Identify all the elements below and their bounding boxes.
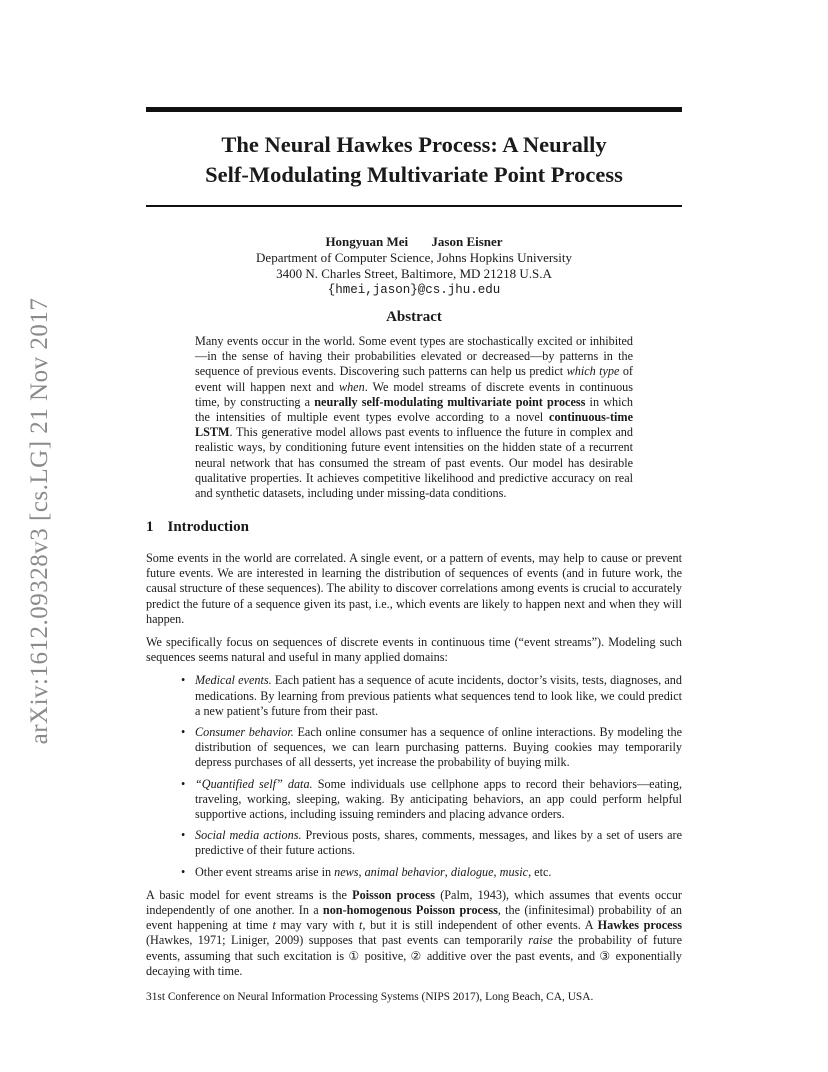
section-heading-introduction [146, 519, 249, 536]
author-email: {hmei,jason}@cs.jhu.edu [327, 283, 501, 297]
intro-paragraph-2: We specifically focus on sequences of discrete events in continuous time (“event streams”). Modeling such sequences seems natural and useful in many applied domains: [146, 635, 682, 665]
abstract-heading: Abstract [386, 309, 442, 325]
abstract-body [195, 334, 633, 501]
author-names [146, 234, 682, 250]
list-item: • Consumer behavior. Each online consumer has a sequence of online interactions. By modeling the distribution of sequences, we can learn purchasing patterns. Buying cookies may temporarily depress purchases of all desserts, yet increase the probability of buying milk. [195, 725, 682, 771]
title-bottom-rule [146, 205, 682, 207]
domain-list [146, 673, 682, 879]
author-name: Jason Eisner [431, 234, 503, 249]
title-line-2: Self-Modulating Multivariate Point Process [205, 162, 623, 187]
conference-footnote: 31st Conference on Neural Information Processing Systems (NIPS 2017), Long Beach, CA, USA. [146, 991, 594, 1003]
arxiv-identifier: arXiv:1612.09328v3 [cs.LG] 21 Nov 2017 [26, 297, 53, 745]
list-item: • “Quantified self” data. Some individuals use cellphone apps to record their behaviors—eating, traveling, working, sleeping, waking. By anticipating behaviors, an app could perform helpful supportive actions, including issuing reminders and placing advance orders. [195, 777, 682, 823]
author-block [146, 234, 682, 298]
paper-title [146, 130, 682, 190]
intro-paragraph-1: Some events in the world are correlated. A single event, or a pattern of events, may help to cause or prevent future events. We are interested in learning the distribution of sequences of events (and in future work, the causal structure of these sequences). The ability to discover correlations among events is crucial to accurately predict the future of a sequence given its past, i.e., which events are likely to happen next and when they will happen. [146, 551, 682, 626]
list-item: • Social media actions. Previous posts, shares, comments, messages, and likes by a set of users are predictive of their future actions. [195, 828, 682, 858]
author-address: 3400 N. Charles Street, Baltimore, MD 21218 U.S.A [276, 266, 552, 281]
title-top-rule [146, 107, 682, 112]
author-department: Department of Computer Science, Johns Hopkins University [256, 250, 572, 265]
list-item: • Other event streams arise in news, animal behavior, dialogue, music, etc. [195, 865, 682, 880]
section-title: Introduction [167, 519, 249, 535]
abstract-paragraph: Many events occur in the world. Some event types are stochastically excited or inhibited—in the sense of having their probabilities elevated or decreased—by patterns in the sequence of previous events. Discovering such patterns can help us predict which type of event will happen next and when. We model streams of discrete events in continuous time, by constructing a neurally self-modulating multivariate point process in which the intensities of multiple event types evolve according to a novel continuous-time LSTM. This generative model allows past events to influence the future in complex and realistic ways, by conditioning future event intensities on the hidden state of a recurrent neural network that has consumed the stream of past events. Our model has desirable qualitative properties. It achieves competitive likelihood and predictive accuracy on real and synthetic datasets, including under missing-data conditions. [195, 334, 634, 501]
author-name: Hongyuan Mei [325, 234, 409, 249]
list-item: • Medical events. Each patient has a sequence of acute incidents, doctor’s visits, tests, diagnoses, and medications. By learning from previous patients what sequences tend to look like, we could predict a new patient’s future from their past. [195, 673, 682, 719]
title-line-1: The Neural Hawkes Process: A Neurally [221, 132, 607, 157]
intro-paragraph-3: A basic model for event streams is the Poisson process (Palm, 1943), which assumes that events occur independently of one another. In a non-homogenous Poisson process, the (infinitesimal) probability of an event happening at time t may vary with t, but it is still independent of other events. A Hawkes process (Hawkes, 1971; Liniger, 2009) supposes that past events can temporarily raise the probability of future events, assuming that such excitation is ① positive, ② additive over the past events, and ③ exponentially decaying with time. [146, 887, 683, 978]
introduction-body [146, 551, 682, 987]
section-number: 1 [146, 519, 154, 535]
